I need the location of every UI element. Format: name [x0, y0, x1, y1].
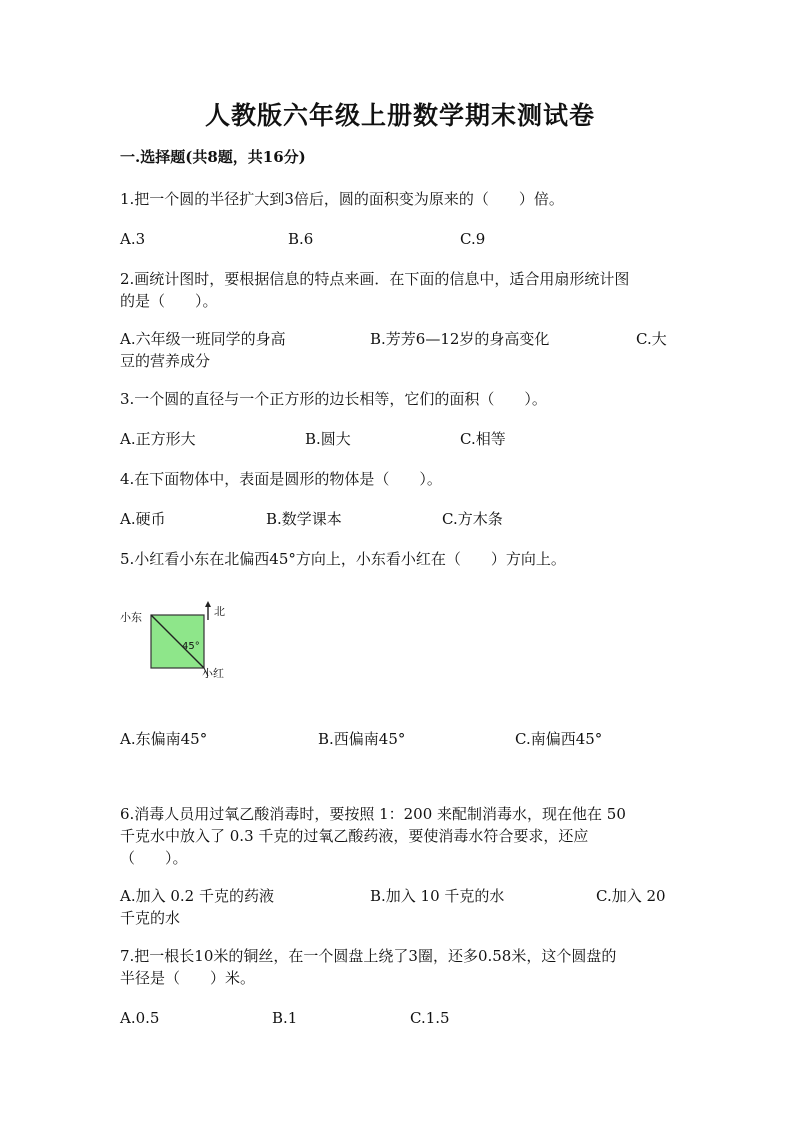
question-5-option-b: B.西偏南45°	[318, 730, 406, 748]
question-7-option-b: B.1	[272, 1009, 298, 1027]
question-7-text-line2: 半径是（ ）米。	[120, 969, 256, 987]
page-title: 人教版六年级上册数学期末测试卷	[204, 101, 595, 130]
question-2-option-c-cont: 豆的营养成分	[120, 352, 211, 370]
question-6-option-c: C.加入 20	[596, 887, 666, 905]
question-5-option-c: C.南偏西45°	[515, 730, 603, 748]
question-2-text-line2: 的是（ ）。	[120, 292, 218, 310]
question-2-option-c: C.大	[636, 330, 667, 348]
question-2-option-b: B.芳芳6—12岁的身高变化	[370, 330, 550, 348]
question-4-option-a: A.硬币	[120, 510, 166, 528]
question-3-text: 3.一个圆的直径与一个正方形的边长相等，它们的面积（ ）。	[120, 390, 547, 408]
question-6-option-a: A.加入 0.2 千克的药液	[120, 887, 274, 905]
question-4-text: 4.在下面物体中，表面是圆形的物体是（ ）。	[120, 470, 442, 488]
question-6-text-line1: 6.消毒人员用过氧乙酸消毒时，要按照 1：200 来配制消毒水，现在他在 50	[120, 805, 626, 823]
north-arrow-icon	[205, 601, 211, 607]
question-6-text-line3: （ ）。	[120, 849, 188, 867]
question-7-text-line1: 7.把一根长10米的铜丝，在一个圆盘上绕了3圈，还多0.58米，这个圆盘的	[120, 947, 617, 965]
question-6-option-c-cont: 千克的水	[120, 909, 181, 927]
question-1-text: 1.把一个圆的半径扩大到3倍后，圆的面积变为原来的（ ）倍。	[120, 190, 564, 208]
label-xiaodong: 小东	[120, 611, 142, 624]
label-north: 北	[214, 605, 225, 618]
question-6-text-line2: 千克水中放入了 0.3 千克的过氧乙酸药液，要使消毒水符合要求，还应	[120, 827, 589, 845]
question-2-option-a: A.六年级一班同学的身高	[120, 330, 286, 348]
question-4-option-b: B.数学课本	[266, 510, 342, 528]
question-1-option-c: C.9	[460, 230, 486, 248]
section-heading: 一.选择题(共8题，共16分)	[120, 148, 306, 166]
label-xiaohong: 小红	[202, 667, 224, 680]
question-1-option-b: B.6	[288, 230, 314, 248]
direction-diagram-svg	[118, 598, 238, 686]
question-7-option-c: C.1.5	[410, 1009, 450, 1027]
question-3-option-a: A.正方形大	[120, 430, 196, 448]
question-3-option-c: C.相等	[460, 430, 506, 448]
direction-diagram	[118, 598, 238, 686]
question-1-option-a: A.3	[120, 230, 146, 248]
question-4-option-c: C.方木条	[442, 510, 503, 528]
question-5-text: 5.小红看小东在北偏西45°方向上，小东看小红在（ ）方向上。	[120, 550, 566, 568]
question-6-option-b: B.加入 10 千克的水	[370, 887, 505, 905]
question-3-option-b: B.圆大	[305, 430, 351, 448]
label-angle: 45°	[182, 641, 200, 652]
question-7-option-a: A.0.5	[120, 1009, 160, 1027]
question-2-text-line1: 2.画统计图时，要根据信息的特点来画．在下面的信息中，适合用扇形统计图	[120, 270, 630, 288]
question-5-option-a: A.东偏南45°	[120, 730, 208, 748]
